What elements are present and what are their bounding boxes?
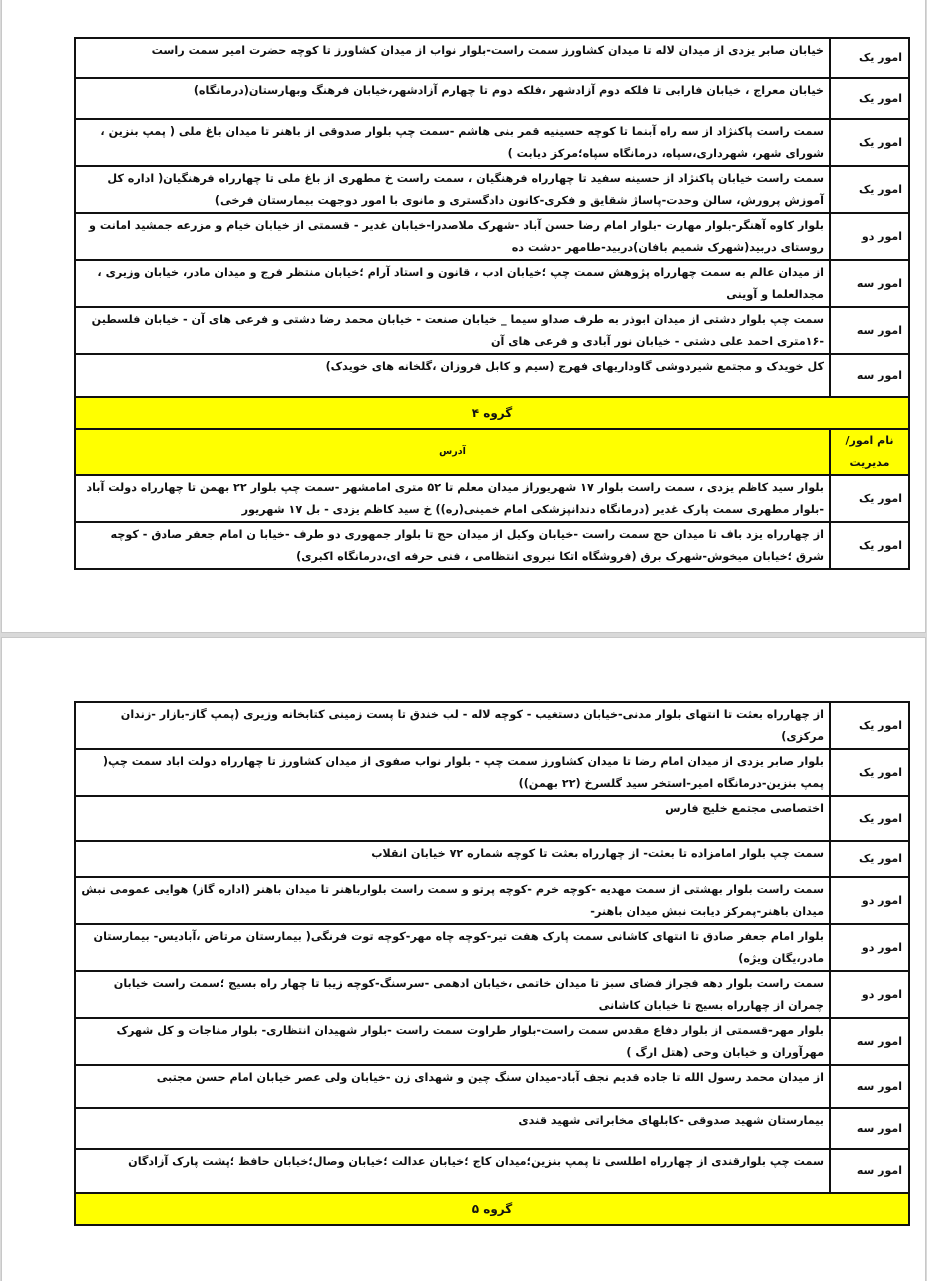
department-cell: امور یک (830, 702, 909, 749)
table-row (75, 38, 909, 78)
table-row (75, 924, 909, 971)
table-row (75, 475, 909, 522)
department-cell: امور سه (830, 1149, 909, 1193)
department-cell: امور سه (830, 1108, 909, 1149)
table-row (75, 213, 909, 260)
address-cell: بیمارستان شهید صدوقی -کابلهای مخابراتی شهید قندی (75, 1108, 830, 1149)
address-cell: بلوار امام جعفر صادق تا انتهای کاشانی سمت پارک هفت تیر-کوچه چاه مهر-کوچه توت فرنگی( بیمارستان مرتاض ،آبادیس- بیمارستان مادر،یگان ویژه) (75, 924, 830, 971)
address-cell: سمت چپ بلوار دشتی از میدان ابوذر به طرف صداو سیما _ خیابان صنعت - خیابان محمد رضا دشتی و فرعی های آن - خیابان فلسطین -۱۶متری احمد علی دشتی - خیابان نور آبادی و فرعی های آن (75, 307, 830, 354)
group-header-row (75, 397, 909, 429)
department-cell: امور دو (830, 971, 909, 1018)
table-row (75, 522, 909, 569)
address-cell: بلوار کاوه آهنگر-بلوار مهارت -بلوار امام رضا حسن آباد -شهرک ملاصدرا-خیابان غدیر - قسمتی از خیابان خیام و مزرعه جمشید امانت و روستای دربید(شهرک شمیم بافان)دربید-طامهر -دشت ده (75, 213, 830, 260)
department-cell: امور یک (830, 78, 909, 119)
group-header-row (75, 1193, 909, 1225)
table-row (75, 166, 909, 213)
address-cell: بلوار مهر-قسمتی از بلوار دفاع مقدس سمت راست-بلوار طراوت سمت راست -بلوار شهیدان انتظاری- بلوار مناجات و کل شهرک مهرآوران و خیابان وحی (هتل ارگ ) (75, 1018, 830, 1065)
table-row (75, 1065, 909, 1108)
table-row (75, 307, 909, 354)
address-cell: سمت راست پاکنژاد از سه راه آبنما تا کوچه حسینیه قمر بنی هاشم -سمت چپ بلوار صدوقی از باهنر تا میدان باغ ملی ( پمپ بنزین ، شورای شهر، شهرداری،سپاه، درمانگاه سپاه؛مرکز دیابت ) (75, 119, 830, 166)
table-row (75, 702, 909, 749)
group-label: گروه ۵ (75, 1193, 909, 1225)
department-cell: امور سه (830, 354, 909, 397)
address-cell: بلوار سید کاظم یزدی ، سمت راست بلوار ۱۷ شهریوراز میدان معلم تا ۵۲ متری امامشهر -سمت چپ بلوار ۲۲ بهمن تا چهارراه دولت آباد -بلوار مطهری سمت پارک غدیر (درمانگاه دندانپزشکی امام خمینی(ره)) خ سید کاظم یزدی - بل ۱۷ شهریور (75, 475, 830, 522)
table-row (75, 877, 909, 924)
address-cell: از میدان محمد رسول الله تا جاده قدیم نجف آباد-میدان سنگ چین و شهدای زن -خیابان ولی عصر خیابان امام حسن مجتبی (75, 1065, 830, 1108)
address-cell: از میدان عالم به سمت چهارراه پژوهش سمت چپ ؛خیابان ادب ، قانون و استاد آرام ؛خیابان منتظر فرج و میدان مادر، خیابان وزیری ، مجدالعلما و آوینی (75, 260, 830, 307)
document-page-2 (1, 637, 926, 1281)
department-cell: امور یک (830, 475, 909, 522)
table-row (75, 796, 909, 841)
address-cell: از چهارراه بعثت تا انتهای بلوار مدنی-خیابان دستغیب - کوچه لاله - لب خندق تا پست زمینی کتابخانه وزیری (پمپ گاز-بازار -زندان مرکزی) (75, 702, 830, 749)
department-cell: امور یک (830, 38, 909, 78)
column-header-department: نام امور/مدیریت (830, 429, 909, 475)
table-row (75, 78, 909, 119)
address-cell: سمت راست خیابان پاکنژاد از حسینه سفید تا چهارراه فرهنگیان ، سمت راست خ مطهری از باغ ملی تا چهارراه فرهنگیان( اداره کل آموزش پرورش، سالن وحدت-پاساژ شقایق و فکری-کانون دادگستری و مانوی با امور دوجهت بیمارستان فرخی) (75, 166, 830, 213)
department-cell: امور سه (830, 307, 909, 354)
address-cell: اختصاصی مجتمع خلیج فارس (75, 796, 830, 841)
address-cell: از چهارراه یزد باف تا میدان حج سمت راست -خیابان وکیل از میدان حج تا بلوار جمهوری دو طرف -خیابا ن امام جعفر صادق - کوچه شرق ؛خیابان میخوش-شهرک برق (فروشگاه اتکا نیروی انتظامی ، فنی حرفه ای،درمانگاه اکبری) (75, 522, 830, 569)
address-cell: کل خویدک و مجتمع شیردوشی گاوداریهای فهرج (سیم و کابل فروزان ،گلخانه های خویدک) (75, 354, 830, 397)
table-row (75, 841, 909, 877)
department-cell: امور دو (830, 877, 909, 924)
table-row (75, 119, 909, 166)
department-cell: امور سه (830, 1065, 909, 1108)
address-cell: سمت راست بلوار بهشتی از سمت مهدیه -کوچه خرم -کوچه پرتو و سمت راست بلوارباهنر تا میدان باهنر (اداره گاز) هوایی عمومی نبش میدان باهنر-پمرکز دیابت نبش میدان باهنر- (75, 877, 830, 924)
address-cell: سمت چپ بلوار امامزاده تا بعثت- از چهارراه بعثت تا کوچه شماره ۷۲ خیابان انقلاب (75, 841, 830, 877)
department-cell: امور یک (830, 119, 909, 166)
group-label: گروه ۴ (75, 397, 909, 429)
schedule-table-page-1 (74, 37, 910, 570)
department-cell: امور یک (830, 841, 909, 877)
column-header-row (75, 429, 909, 475)
table-row (75, 1149, 909, 1193)
table-row (75, 1018, 909, 1065)
department-cell: امور سه (830, 260, 909, 307)
document-page-1 (1, 0, 926, 633)
department-cell: امور دو (830, 213, 909, 260)
column-header-address: آدرس (75, 429, 830, 475)
schedule-table-page-2 (74, 701, 910, 1226)
address-cell: خیابان معراج ، خیابان فارابی تا فلکه دوم آزادشهر ،فلکه دوم تا چهارم آزادشهر،خیابان فرهنگ وبهارستان(درمانگاه) (75, 78, 830, 119)
table-row (75, 971, 909, 1018)
address-cell: خیابان صابر یزدی از میدان لاله تا میدان کشاورز سمت راست-بلوار نواب از میدان کشاورز تا کوچه حضرت امیر سمت راست (75, 38, 830, 78)
department-cell: امور یک (830, 749, 909, 796)
address-cell: بلوار صابر یزدی از میدان امام رضا تا میدان کشاورز سمت چپ - بلوار نواب صفوی از میدان کشاورز تا چهارراه دولت اباد سمت چپ( پمپ بنزین-درمانگاه امیر-استخر سید گلسرخ (۲۲ بهمن)) (75, 749, 830, 796)
table-row (75, 1108, 909, 1149)
address-cell: سمت راست بلوار دهه فجراز فضای سبز تا میدان خاتمی ،خیابان ادهمی -سرسنگ-کوچه زیبا تا چهار راه بسیج ؛سمت راست خیابان چمران از چهارراه بسیج تا خیابان کاشانی (75, 971, 830, 1018)
address-cell: سمت چپ بلوارقندی از چهارراه اطلسی تا پمپ بنزین؛میدان کاج ؛خیابان عدالت ؛خیابان وصال؛خیابان حافظ ؛پشت پارک آزادگان (75, 1149, 830, 1193)
table-row (75, 354, 909, 397)
department-cell: امور دو (830, 924, 909, 971)
table-row (75, 749, 909, 796)
department-cell: امور یک (830, 522, 909, 569)
department-cell: امور یک (830, 166, 909, 213)
department-cell: امور یک (830, 796, 909, 841)
department-cell: امور سه (830, 1018, 909, 1065)
table-row (75, 260, 909, 307)
